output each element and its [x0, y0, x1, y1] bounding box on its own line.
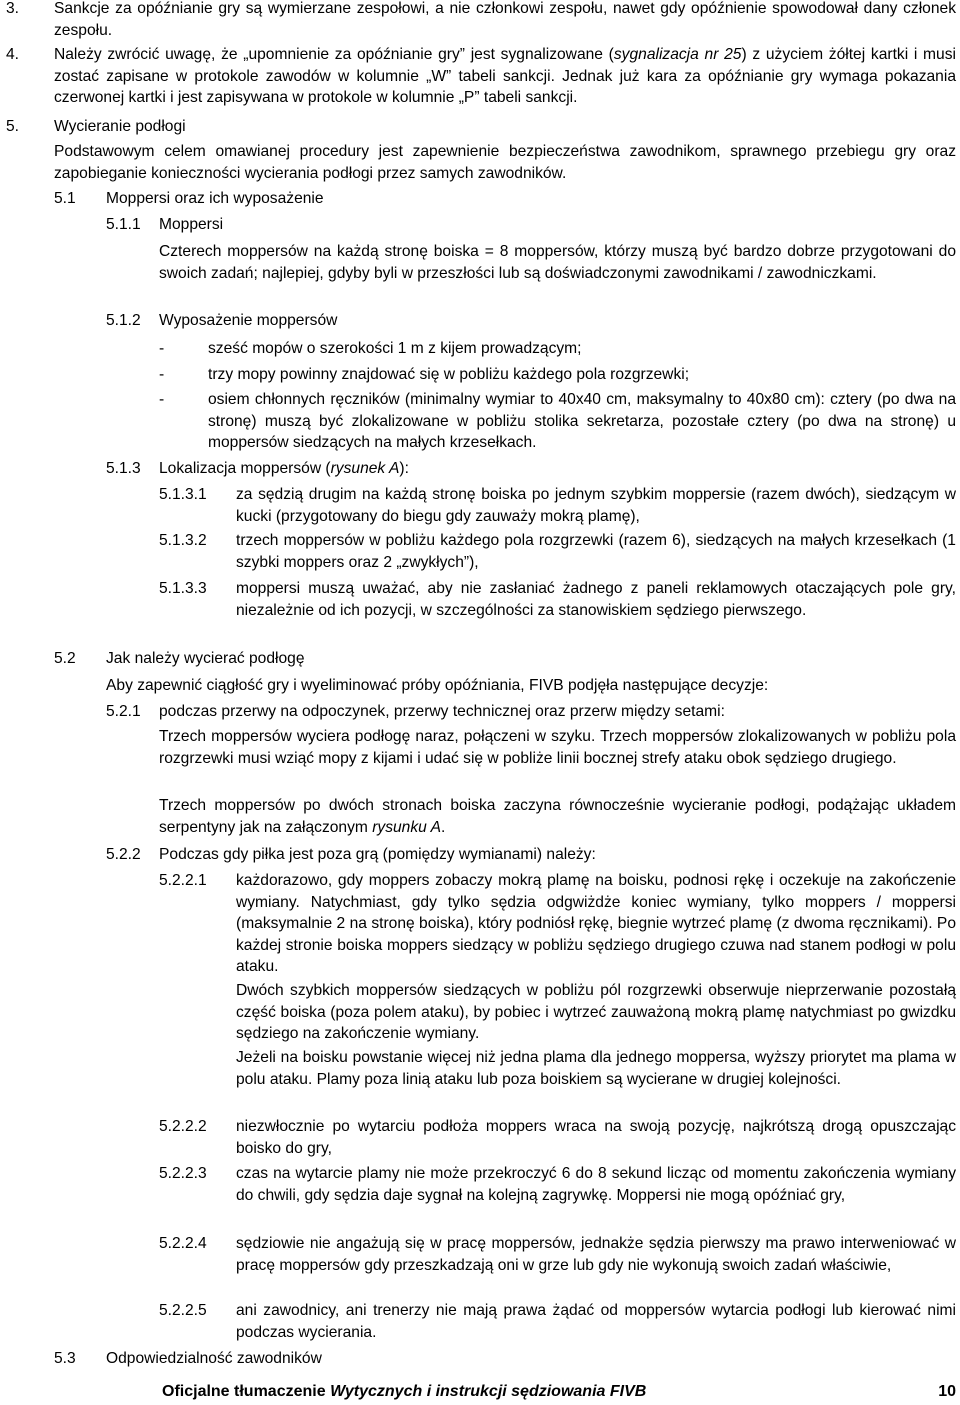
bullet-dash: - [159, 391, 165, 408]
section-5-2-intro: Aby zapewnić ciągłość gry i wyeliminować próby opóźniania, FIVB podjęła następujące decyzje: [106, 677, 769, 694]
section-title: Podczas gdy piłka jest poza grą (pomiędzy wymianami) należy: [159, 846, 596, 863]
equipment-item-3 [159, 389, 956, 454]
bullet-dash: - [159, 366, 165, 383]
text-run: . [440, 818, 446, 836]
section-5-2-2-1 [159, 870, 956, 978]
item-text: za sędzią drugim na każdą stronę boiska po jednym szybkim moppersie (razem dwóch), siedzącym w kucki (przygotowany do biegu gdy zauważy mokrą plamę), [236, 486, 956, 525]
section-5-heading [6, 116, 956, 138]
item-text: trzy mopy powinny znajdować się w pobliżu każdego pola rozgrzewki; [208, 366, 690, 383]
section-number: 5.2.2 [106, 846, 141, 863]
section-5-2-heading [54, 648, 956, 670]
item-text [54, 44, 956, 109]
section-5-1-1-heading [106, 214, 956, 236]
text-run: ): [399, 460, 409, 477]
item-text: osiem chłonnych ręczników (minimalny wymiar to 40x40 cm, maksymalny to 40x80 cm): cztery (po dwa na stronę) muszą być zlokalizowane w pobliżu stolika sekretarza, pozostałe cztery (po dwa na stronę) u moppersów siedzących na małych krzesełkach. [208, 391, 956, 451]
text-run: Lokalizacja moppersów ( [159, 460, 331, 477]
item-text: czas na wytarcie plamy nie może przekroczyć 6 do 8 sekund licząc od momentu zakończenia wymiany do chwili, gdy sędzia daje sygnał na kolejną zagrywkę. Moppersi nie mogą opóźniać gry, [236, 1165, 956, 1204]
section-5-2-2-1-text-c: Jeżeli na boisku powstanie więcej niż jedna plama dla jednego moppersa, wyższy priorytet ma plama w polu ataku. Plamy poza linią ataku lub poza boiskiem są wycierane w drugiej kolejności. [236, 1049, 956, 1088]
section-title [159, 458, 956, 480]
section-number: 5.1.3 [106, 460, 141, 477]
text-run: ) z użyciem żółtej kartki i musi zostać zapisane w protokole zawodów w kolumnie „W” tabeli sankcji. Jednak już kara za opóźnianie gry wymaga pokazania czerwonej kartki i jest zapisywana w protokole w kolumnie „P” tabeli sankcji. [54, 46, 956, 106]
item-text: moppersi muszą uważać, aby nie zasłaniać żadnego z paneli reklamowych otaczających pole gry, niezależnie od ich pozycji, w szczególności za stanowiskiem sędziego pierwszego. [236, 580, 956, 619]
item-text: każdorazowo, gdy moppers zobaczy mokrą plamę na boisku, podnosi rękę i oczekuje na zakończenie wymiany. Natychmiast, gdy tylko sędzia odgwiżdże koniec wymiany, tylko moppers / moppersi (maksymalnie 2 na stronę boiska), który podniósł rękę, biegnie wytrzeć plamę (z dwoma ręcznikami). Po każdej stronie boiska moppers siedzący w pobliżu sędziego drugiego czuwa nad stanem podłogi w polu ataku. [236, 872, 956, 975]
section-number: 5. [6, 118, 20, 135]
section-number: 5.1 [54, 190, 76, 207]
section-5-2-1-text-a: Trzech moppersów wyciera podłogę naraz, połączeni w szyku. Trzech moppersów zlokalizowanych w pobliżu pola rozgrzewki musi wziąć mopy z kijami i udać się w pobliże linii bocznej strefy ataku obok sędziego drugiego. [159, 728, 956, 767]
footer-title [162, 1382, 646, 1402]
signal-reference: sygnalizacja nr 25 [613, 46, 742, 63]
equipment-item-2 [159, 364, 956, 386]
section-number: 5.2.2.3 [159, 1165, 207, 1182]
section-5-2-2-4 [159, 1233, 956, 1276]
list-item-4 [6, 44, 956, 109]
item-number: 4. [6, 46, 20, 63]
list-item-3 [6, 0, 956, 41]
section-title: Odpowiedzialność zawodników [106, 1350, 322, 1367]
item-text: niezwłocznie po wytarciu podłoża moppers wraca na swoją pozycję, najkrótszą drogą opuszczając boisko do gry, [236, 1118, 956, 1157]
item-text: Sankcje za opóźnianie gry są wymierzane zespołowi, a nie członkowi zespołu, nawet gdy opóźnienie spowodował dany członek zespołu. [54, 0, 956, 39]
section-5-2-2-1-text-b: Dwóch szybkich moppersów siedzących w pobliżu pól rozgrzewki obserwuje nieprzerwanie pozostałą część boiska (poza polem ataku), by pobiec i wytrzeć zauważoną mokrą plamę natychmiast po gwizdku sędziego na zakończenie wymiany. [236, 982, 956, 1042]
equipment-item-1 [159, 338, 956, 360]
section-5-2-2-3 [159, 1163, 956, 1206]
text-run: Trzech moppersów po dwóch stronach boiska zaczyna równocześnie wycieranie podłogi, podążając układem serpentyny jak na załączonym [159, 797, 956, 836]
section-5-2-2-5 [159, 1300, 956, 1343]
footer-document-title: Wytycznych i instrukcji sędziowania FIVB [330, 1383, 647, 1400]
section-number: 5.2.2.4 [159, 1235, 207, 1252]
section-5-1-3-1 [159, 484, 956, 527]
item-text: sędziowie nie angażują się w pracę moppersów, jednakże sędzia pierwszy ma prawo interweniować w pracę moppersów gdy przeszkadzają oni w grze lub gdy nie wykonują swoich zadań właściwie, [236, 1235, 956, 1274]
bullet-dash: - [159, 340, 165, 357]
section-title: Wyposażenie moppersów [159, 312, 338, 329]
section-number: 5.3 [54, 1350, 76, 1367]
section-number: 5.1.2 [106, 312, 141, 329]
section-number: 5.1.3.1 [159, 486, 207, 503]
item-text: trzech moppersów w pobliżu każdego pola rozgrzewki (razem 6), siedzących na małych krzesełkach (1 szybki moppers oraz 2 „zwykłych”), [236, 532, 956, 571]
item-text: ani zawodnicy, ani trenerzy nie mają prawa żądać od moppersów wytarcia podłogi lub kierować nimi podczas wycierania. [236, 1302, 956, 1341]
section-number: 5.1.1 [106, 216, 141, 233]
item-number: 3. [6, 0, 20, 17]
section-title: Moppersi oraz ich wyposażenie [106, 190, 324, 207]
section-5-2-1-text-b [159, 795, 956, 838]
section-5-1-3-heading [106, 458, 956, 480]
section-5-1-1-text: Czterech moppersów na każdą stronę boiska = 8 moppersów, którzy muszą być bardzo dobrze przygotowani do swoich zadań; najlepiej, gdyby byli w przeszłości lub są doświadczonymi zawodnikami / zawodniczkami. [159, 243, 956, 282]
text-run: Należy zwrócić uwagę, że „upomnienie za opóźnianie gry” jest sygnalizowane ( [54, 46, 614, 63]
section-title: Jak należy wycierać podłogę [106, 650, 305, 667]
section-number: 5.2.2.5 [159, 1302, 207, 1319]
footer-prefix: Oficjalne tłumaczenie [162, 1383, 331, 1400]
section-number: 5.2.2.1 [159, 872, 207, 889]
section-5-intro: Podstawowym celem omawianej procedury jest zapewnienie bezpieczeństwa zawodnikom, sprawnego przebiegu gry oraz zapobieganie konieczności wycierania podłogi przez samych zawodników. [54, 143, 956, 182]
section-5-3-heading [54, 1348, 956, 1370]
section-5-1-3-3 [159, 578, 956, 621]
section-title: podczas przerwy na odpoczynek, przerwy technicznej oraz przerw między setami: [159, 703, 725, 720]
section-number: 5.2.1 [106, 703, 141, 720]
section-5-1-3-2 [159, 530, 956, 573]
section-5-2-2-heading [106, 844, 956, 866]
section-number: 5.2 [54, 650, 76, 667]
section-5-2-1-heading [106, 701, 956, 723]
section-number: 5.1.3.2 [159, 532, 207, 549]
item-text: sześć mopów o szerokości 1 m z kijem prowadzącym; [208, 340, 582, 357]
page-number: 10 [938, 1383, 956, 1400]
section-number: 5.2.2.2 [159, 1118, 207, 1135]
section-5-2-2-2 [159, 1116, 956, 1159]
figure-reference: rysunek A [330, 460, 400, 477]
figure-reference: rysunku A [372, 818, 441, 836]
section-5-1-2-heading [106, 310, 956, 332]
section-title: Moppersi [159, 216, 224, 233]
section-5-1-heading [54, 188, 956, 210]
section-number: 5.1.3.3 [159, 580, 207, 597]
section-title: Wycieranie podłogi [54, 118, 186, 135]
